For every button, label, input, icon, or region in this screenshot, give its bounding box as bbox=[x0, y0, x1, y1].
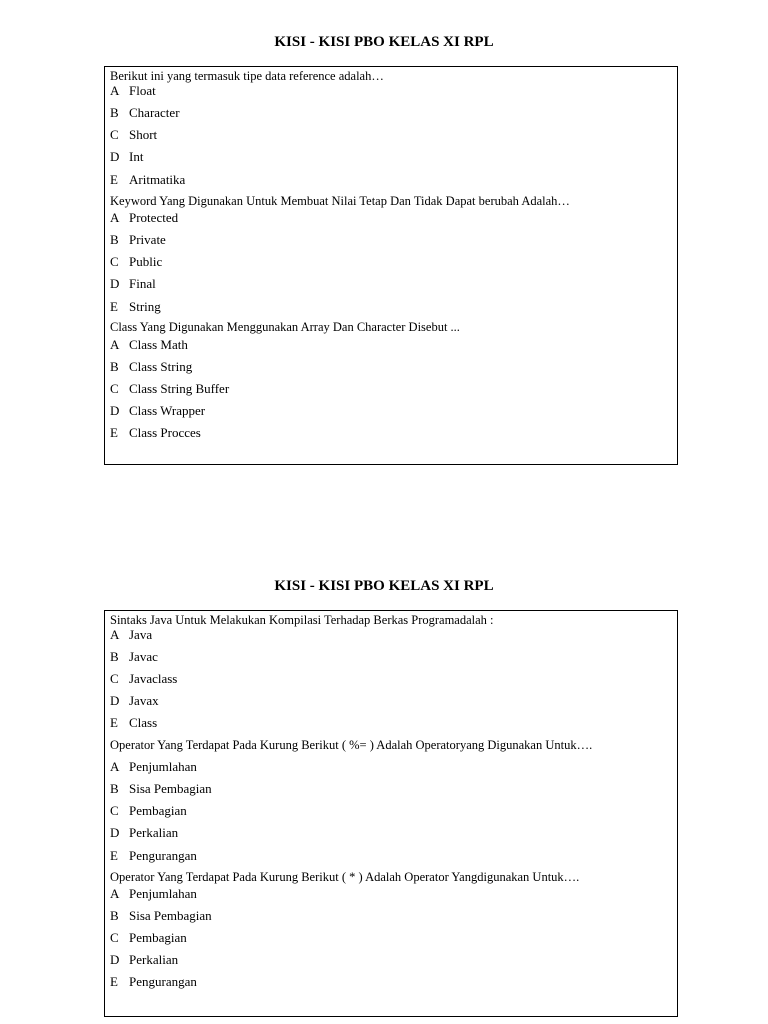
option-letter: B bbox=[110, 908, 119, 923]
option-letter: C bbox=[110, 930, 119, 945]
option-text: Pengurangan bbox=[129, 848, 197, 863]
option-letter: C bbox=[110, 254, 119, 269]
option-text: Javaclass bbox=[129, 671, 178, 686]
question-3-option-e bbox=[110, 425, 201, 441]
question-2-option-e bbox=[110, 299, 161, 315]
option-text: Class String bbox=[129, 359, 193, 374]
question-2-text: Operator Yang Terdapat Pada Kurung Berikut ( %= ) Adalah Operatoryang Digunakan Untuk…. bbox=[110, 738, 593, 752]
option-text: Class Wrapper bbox=[129, 403, 206, 418]
question-1-option-b bbox=[110, 105, 180, 121]
question-box bbox=[104, 66, 678, 465]
section-title: KISI - KISI PBO KELAS XI RPL bbox=[274, 578, 494, 594]
option-letter: C bbox=[110, 803, 119, 818]
option-letter: C bbox=[110, 381, 119, 396]
question-2-option-b bbox=[110, 232, 166, 248]
option-text: Class String Buffer bbox=[129, 381, 230, 396]
option-letter: E bbox=[110, 172, 118, 187]
question-3-option-a bbox=[110, 337, 188, 353]
question-2-option-d bbox=[110, 825, 178, 841]
question-1-option-e bbox=[110, 172, 185, 188]
question-3-option-c bbox=[110, 930, 187, 946]
option-letter: E bbox=[110, 299, 118, 314]
question-1-option-b bbox=[110, 649, 158, 665]
option-letter: A bbox=[110, 886, 120, 901]
option-text: Javax bbox=[129, 693, 159, 708]
option-letter: D bbox=[110, 276, 120, 291]
option-text: Int bbox=[129, 149, 144, 164]
option-text: Penjumlahan bbox=[129, 886, 197, 901]
option-text: Javac bbox=[129, 649, 158, 664]
option-text: Private bbox=[129, 232, 166, 247]
question-2-option-c bbox=[110, 254, 162, 270]
option-text: Pembagian bbox=[129, 930, 187, 945]
option-letter: B bbox=[110, 781, 119, 796]
question-1-option-a bbox=[110, 83, 156, 99]
option-letter: B bbox=[110, 232, 119, 247]
option-text: Protected bbox=[129, 210, 179, 225]
question-3-option-d bbox=[110, 952, 178, 968]
option-letter: C bbox=[110, 127, 119, 142]
question-3-option-b bbox=[110, 908, 212, 924]
question-2-option-b bbox=[110, 781, 212, 797]
option-letter: D bbox=[110, 149, 120, 164]
section-title: KISI - KISI PBO KELAS XI RPL bbox=[274, 34, 494, 50]
question-box bbox=[104, 610, 678, 1017]
question-2-option-a bbox=[110, 210, 178, 226]
question-1-option-c bbox=[110, 671, 177, 687]
option-letter: B bbox=[110, 359, 119, 374]
option-text: Pengurangan bbox=[129, 974, 197, 989]
option-text: Class Procces bbox=[129, 425, 201, 440]
question-3-text: Operator Yang Terdapat Pada Kurung Berikut ( * ) Adalah Operator Yangdigunakan Untuk…. bbox=[110, 870, 580, 884]
question-1-text: Sintaks Java Untuk Melakukan Kompilasi Terhadap Berkas Programadalah : bbox=[110, 613, 494, 627]
option-text: Perkalian bbox=[129, 952, 179, 967]
option-text: Aritmatika bbox=[129, 172, 186, 187]
option-letter: A bbox=[110, 627, 120, 642]
option-text: Public bbox=[129, 254, 163, 269]
option-letter: D bbox=[110, 693, 120, 708]
question-3-option-d bbox=[110, 403, 205, 419]
question-3-option-a bbox=[110, 886, 197, 902]
question-1-option-a bbox=[110, 627, 152, 643]
question-2-option-d bbox=[110, 276, 156, 292]
option-letter: D bbox=[110, 952, 120, 967]
question-3-option-b bbox=[110, 359, 192, 375]
option-letter: A bbox=[110, 83, 120, 98]
question-3-text: Class Yang Digunakan Menggunakan Array Dan Character Disebut ... bbox=[110, 320, 460, 334]
option-text: Java bbox=[129, 627, 153, 642]
option-text: Short bbox=[129, 127, 158, 142]
option-text: Sisa Pembagian bbox=[129, 781, 212, 796]
question-3-option-e bbox=[110, 974, 197, 990]
option-text: Float bbox=[129, 83, 156, 98]
option-letter: A bbox=[110, 337, 120, 352]
question-1-text: Berikut ini yang termasuk tipe data reference adalah… bbox=[110, 69, 384, 83]
question-1-option-c bbox=[110, 127, 157, 143]
question-2-option-c bbox=[110, 803, 187, 819]
question-1-option-d bbox=[110, 149, 143, 165]
option-letter: E bbox=[110, 425, 118, 440]
option-text: Penjumlahan bbox=[129, 759, 197, 774]
question-2-option-e bbox=[110, 848, 197, 864]
option-text: String bbox=[129, 299, 161, 314]
option-text: Perkalian bbox=[129, 825, 179, 840]
option-text: Pembagian bbox=[129, 803, 187, 818]
question-1-option-e bbox=[110, 715, 157, 731]
option-letter: A bbox=[110, 759, 120, 774]
question-1-option-d bbox=[110, 693, 159, 709]
question-2-text: Keyword Yang Digunakan Untuk Membuat Nilai Tetap Dan Tidak Dapat berubah Adalah… bbox=[110, 194, 570, 208]
option-text: Character bbox=[129, 105, 180, 120]
question-3-option-c bbox=[110, 381, 229, 397]
option-letter: E bbox=[110, 848, 118, 863]
option-letter: E bbox=[110, 974, 118, 989]
question-2-option-a bbox=[110, 759, 197, 775]
option-letter: A bbox=[110, 210, 120, 225]
option-letter: D bbox=[110, 403, 120, 418]
option-text: Class bbox=[129, 715, 158, 730]
option-letter: B bbox=[110, 649, 119, 664]
option-letter: D bbox=[110, 825, 120, 840]
option-letter: B bbox=[110, 105, 119, 120]
option-letter: C bbox=[110, 671, 119, 686]
option-text: Class Math bbox=[129, 337, 188, 352]
option-letter: E bbox=[110, 715, 118, 730]
option-text: Sisa Pembagian bbox=[129, 908, 212, 923]
option-text: Final bbox=[129, 276, 156, 291]
